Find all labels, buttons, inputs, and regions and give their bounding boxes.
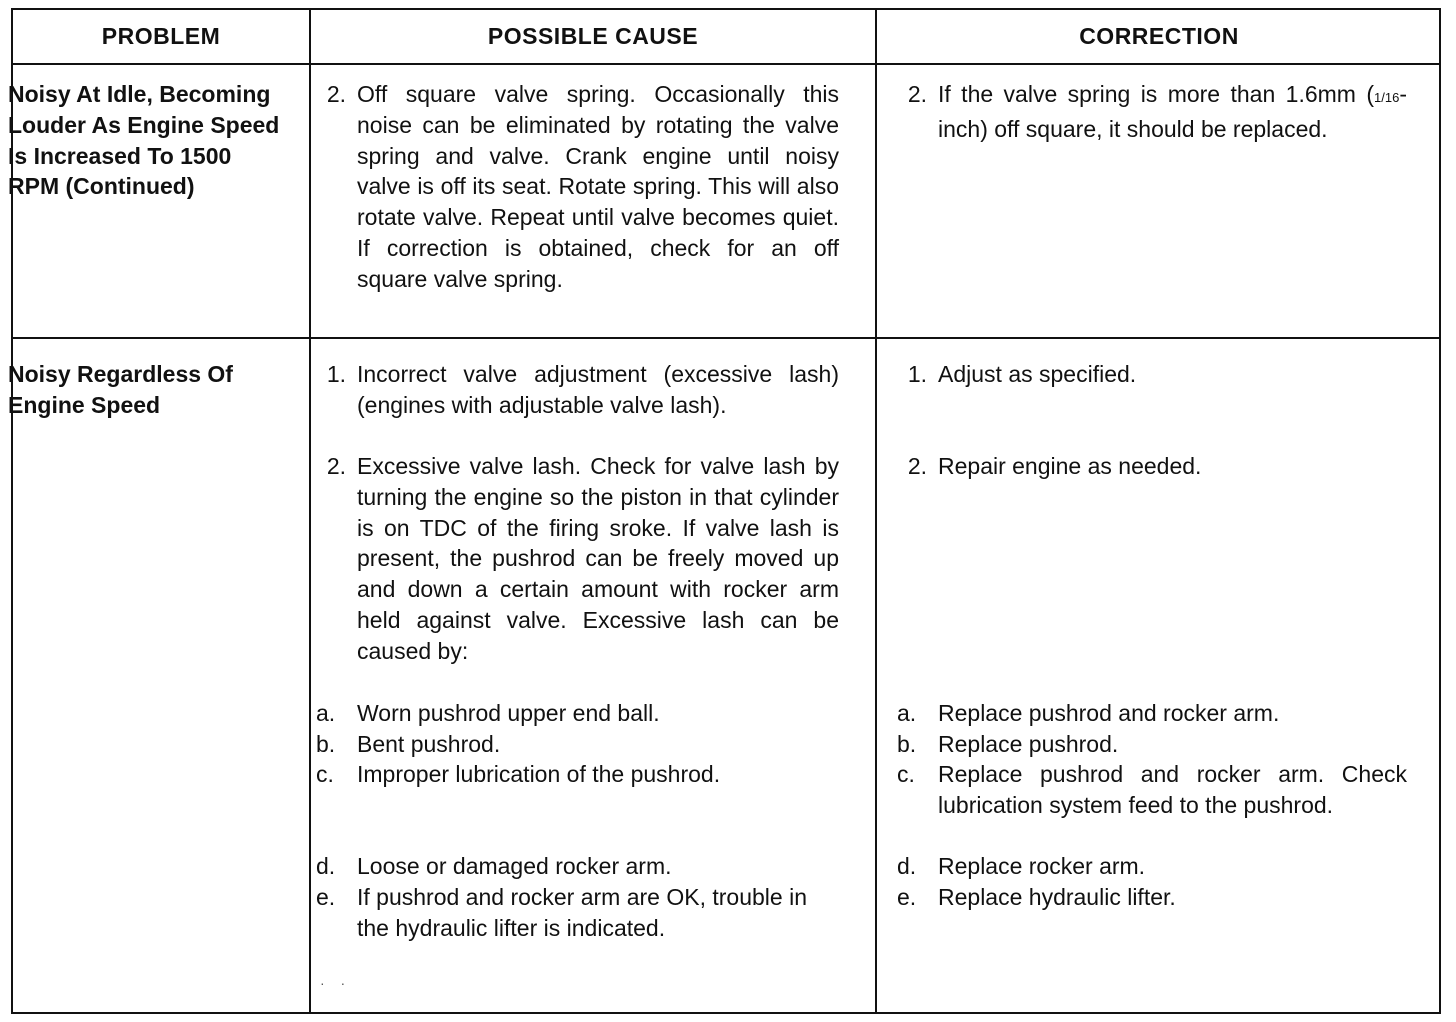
list-marker: b. [897, 731, 917, 757]
row2-correction-item [897, 359, 1407, 390]
correction-text: Replace pushrod. [938, 731, 1119, 757]
row2-correction-item [897, 729, 1407, 760]
list-marker: b. [316, 731, 336, 757]
list-marker: e. [316, 884, 336, 910]
correction-text: Adjust as specified. [938, 361, 1137, 387]
list-marker: 2. [326, 81, 346, 107]
row1-cause-item [316, 79, 839, 295]
list-marker: 2. [907, 453, 927, 479]
correction-text: Replace rocker arm. [938, 853, 1146, 879]
row2-correction-item [897, 851, 1407, 882]
cause-text: Improper lubrication of the pushrod. [357, 761, 721, 787]
row1-problem: Noisy At Idle, Becoming Louder As Engine Speed Is Increased To 1500 RPM (Continued) [8, 81, 280, 200]
list-marker: d. [316, 853, 336, 879]
list-marker: 1. [326, 361, 346, 387]
list-marker: 2. [907, 81, 927, 107]
list-marker: e. [897, 884, 917, 910]
scan-speck: · · [320, 975, 352, 991]
list-marker: a. [897, 700, 917, 726]
row2-cause-item [316, 359, 839, 421]
row-divider [13, 337, 1439, 339]
header-problem: PROBLEM [101, 23, 221, 49]
row2-cause-item [316, 451, 839, 667]
column-divider [875, 10, 877, 1012]
column-divider [309, 10, 311, 1012]
correction-text-part: -inch) off square, it should be replaced. [938, 81, 1407, 142]
row2-correction-item [897, 451, 1407, 482]
header-possible-cause: POSSIBLE CAUSE [487, 23, 699, 49]
list-marker: c. [897, 761, 915, 787]
list-marker: c. [316, 761, 334, 787]
correction-text: Replace hydraulic lifter. [938, 884, 1176, 910]
correction-text: Replace pushrod and rocker arm. Check lubrication system feed to the pushrod. [938, 761, 1407, 818]
row2-correction-item [897, 882, 1407, 913]
cause-text: If pushrod and rocker arm are OK, trouble in the hydraulic lifter is indicated. [357, 884, 807, 941]
cause-text: Loose or damaged rocker arm. [357, 853, 672, 879]
correction-text-part: If the valve spring is more than 1.6mm ( [938, 81, 1375, 107]
cause-text: Off square valve spring. Occasionally this noise can be eliminated by rotating the valve spring and valve. Crank engine until noisy valve is off its seat. Rotate spring. This will also rotate valve. Repeat until valve becomes quiet. If correction is obtained, check for an off square valve spring. [357, 81, 839, 292]
row2-cause-item [316, 698, 839, 729]
list-marker: 1. [907, 361, 927, 387]
row1-correction-item [897, 79, 1407, 145]
cause-text: Bent pushrod. [357, 731, 501, 757]
fraction: 1/16 [1374, 90, 1400, 105]
list-marker: a. [316, 700, 336, 726]
cause-text: Incorrect valve adjustment (excessive lash) (engines with adjustable valve lash). [357, 361, 839, 418]
correction-text [938, 79, 1407, 145]
cause-text: Excessive valve lash. Check for valve lash by turning the engine so the piston in that cylinder is on TDC of the firing sroke. If valve lash is present, the pushrod can be freely moved up and down a certain amount with rocker arm held against valve. Excessive lash can be caused by: [357, 453, 839, 664]
list-marker: d. [897, 853, 917, 879]
correction-text: Replace pushrod and rocker arm. [938, 700, 1280, 726]
row2-cause-item [316, 759, 839, 790]
row2-cause-item [316, 851, 839, 882]
cause-text: Worn pushrod upper end ball. [357, 700, 660, 726]
list-marker: 2. [326, 453, 346, 479]
header-divider [13, 63, 1439, 65]
header-correction: CORRECTION [1079, 23, 1239, 49]
correction-text: Repair engine as needed. [938, 453, 1202, 479]
row2-problem: Noisy Regardless Of Engine Speed [8, 361, 233, 418]
row2-correction-item [897, 698, 1407, 729]
row2-correction-item [897, 759, 1407, 821]
row2-cause-item [316, 882, 839, 944]
row2-cause-item [316, 729, 839, 760]
